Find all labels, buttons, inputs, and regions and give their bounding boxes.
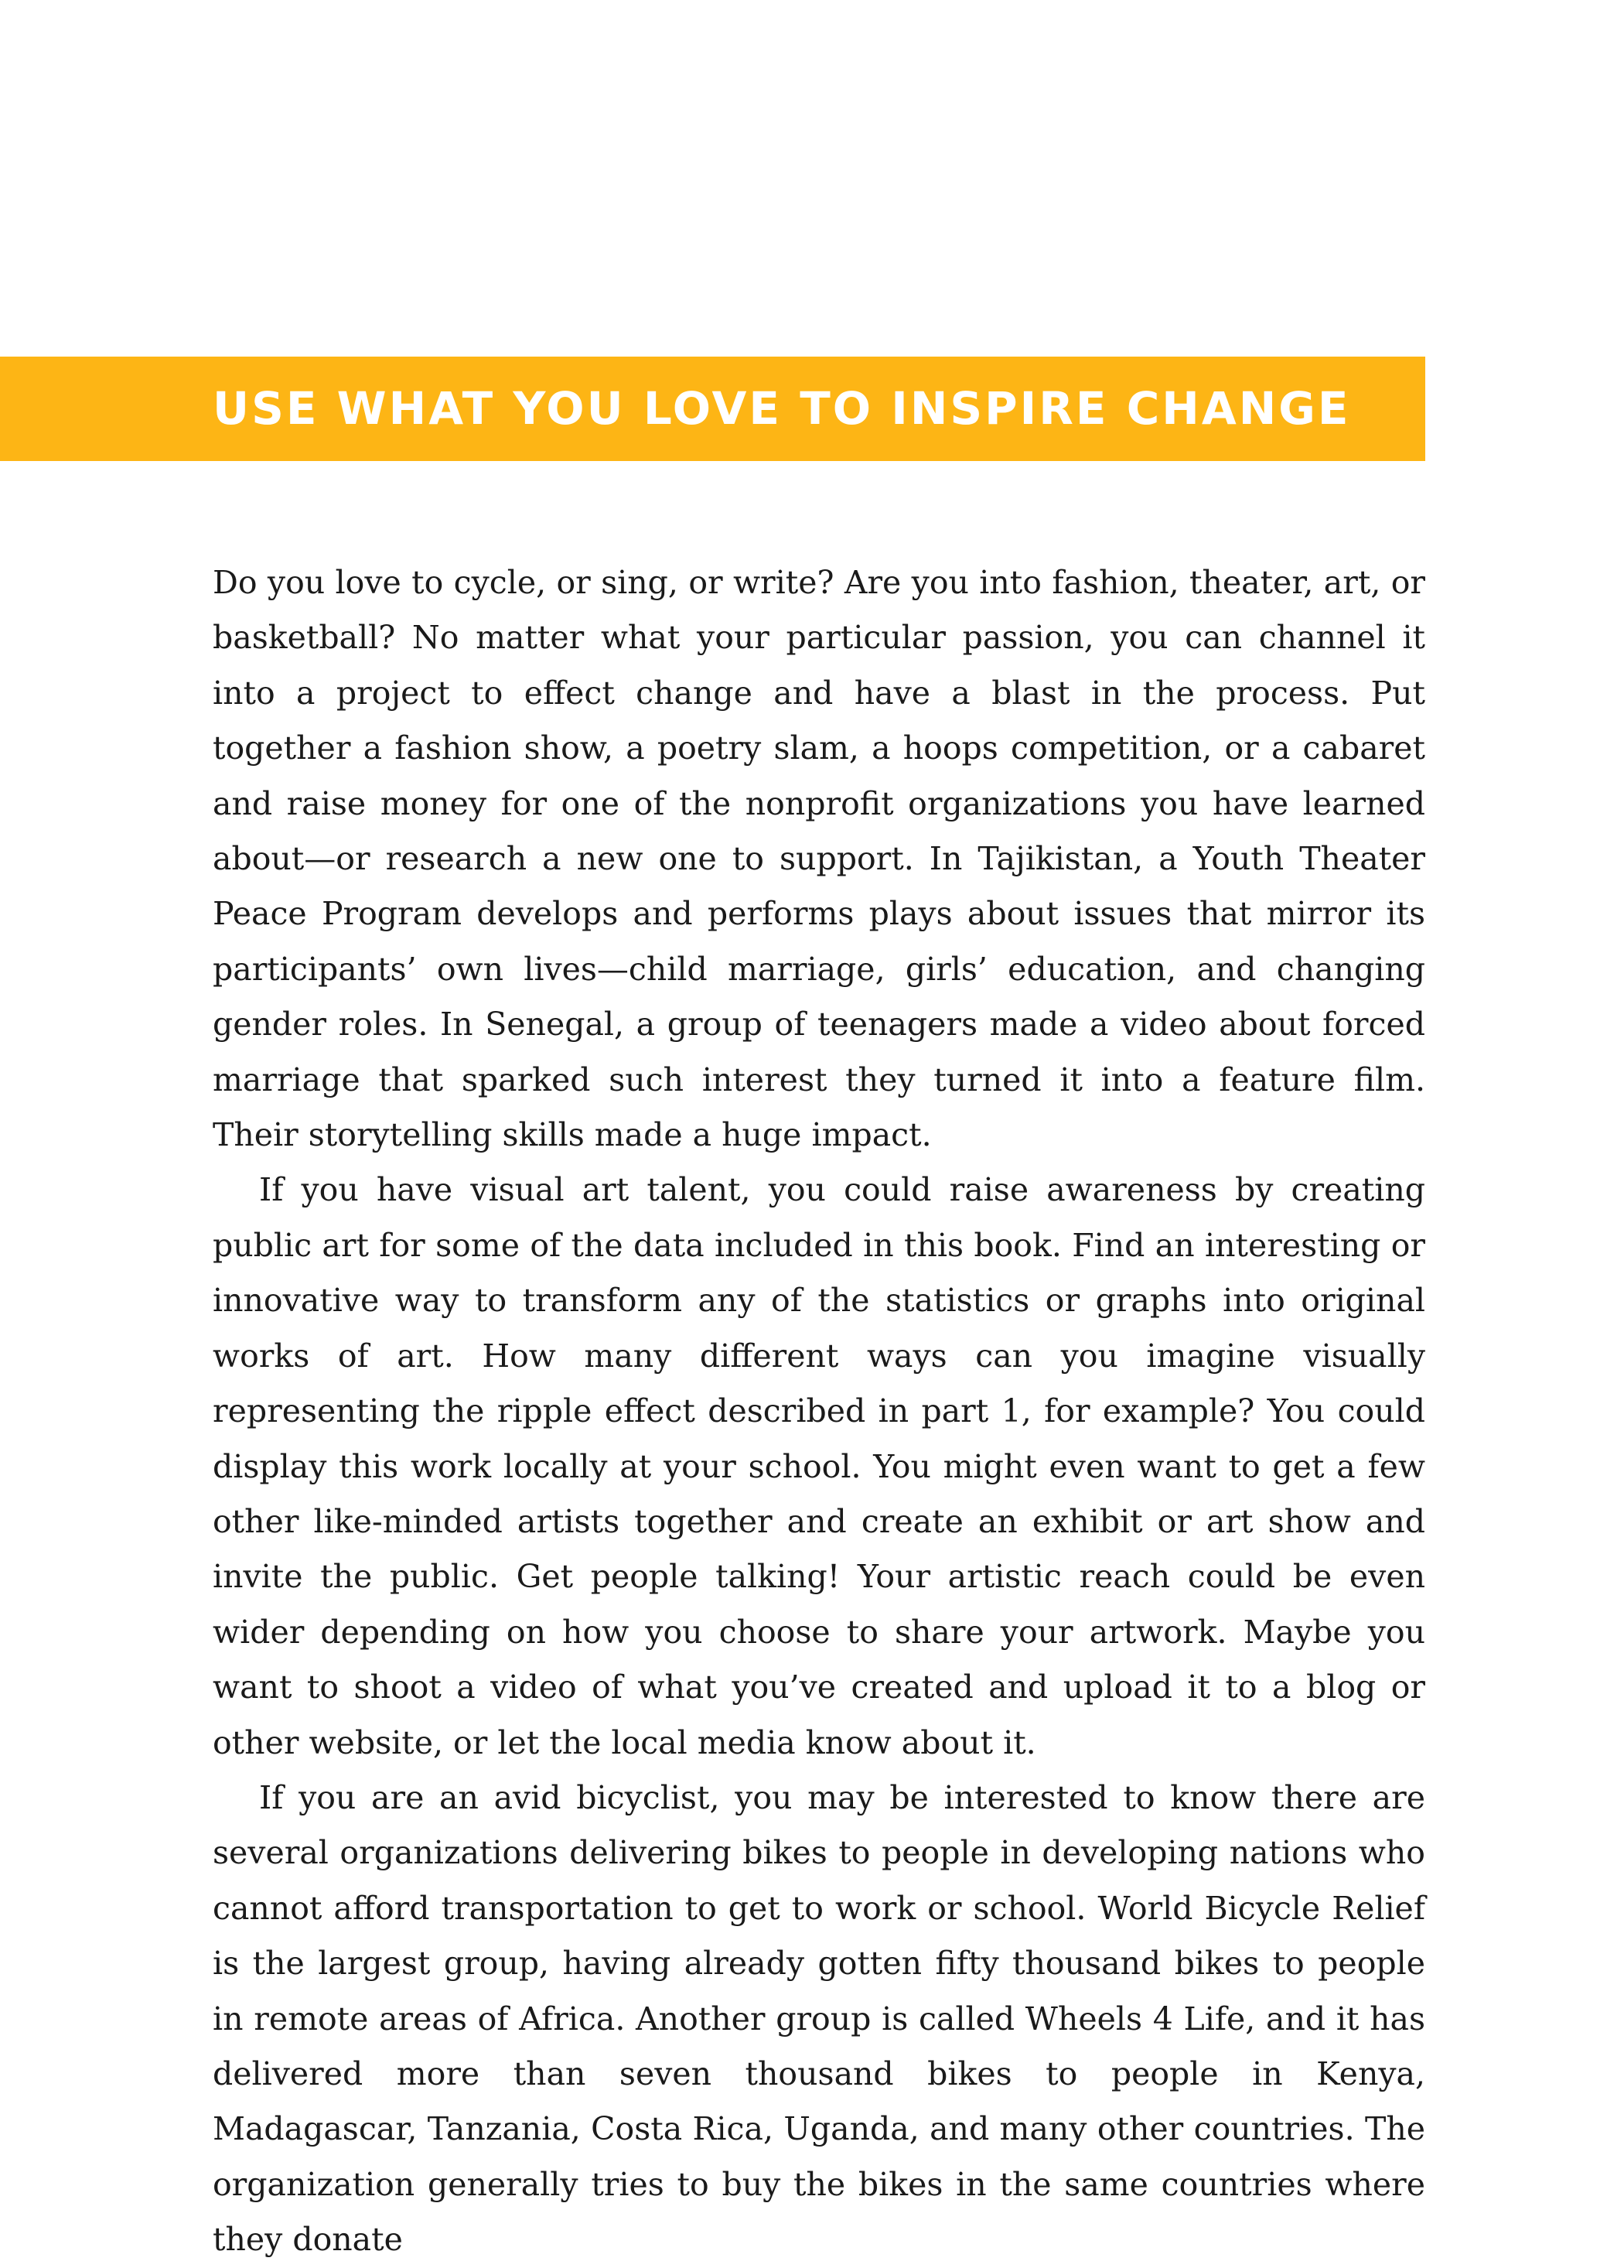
paragraph: If you have visual art talent, you could raise awareness by creating public art for some of the data included in this book. Find an interesting or innovative way to transform any of the statistics or graphs into original works of art. How many different ways can you imagine visually representing the ripple effect described in part 1, for example? You could display this work locally at your school. You might even want to get a few other like-minded artists together and create an exhibit or art show and invite the public. Get people talking! Your artistic reach could be even wider depending on how you choose to share your artwork. Maybe you want to shoot a video of what you’ve created and upload it to a blog or other website, or let the local media know about it. bbox=[213, 1171, 1425, 1761]
paragraph: Do you love to cycle, or sing, or write? Are you into fashion, theater, art, or basketball? No matter what your particular passion, you can channel it into a project to effect change and have a blast in the process. Put together a fashion show, a poetry slam, a hoops competition, or a cabaret and raise money for one of the nonprofit organizations you have learned about—or research a new one to support. In Tajikistan, a Youth Theater Peace Program develops and performs plays about issues that mirror its participants’ own lives—child marriage, girls’ education, and changing gender roles. In Senegal, a group of teenagers made a video about forced marriage that sparked such interest they turned it into a feature film. Their storytelling skills made a huge impact. bbox=[213, 564, 1425, 1154]
section-title: USE WHAT YOU LOVE TO INSPIRE CHANGE bbox=[213, 382, 1351, 435]
body-text bbox=[213, 555, 1425, 2268]
paragraph: If you are an avid bicyclist, you may be interested to know there are several organizations delivering bikes to people in developing nations who cannot afford transportation to get to work or school. World Bicycle Relief is the largest group, having already gotten fifty thousand bikes to people in remote areas of Africa. Another group is called Wheels 4 Life, and it has delivered more than seven thousand bikes to people in Kenya, Madagascar, Tanzania, Costa Rica, Uganda, and many other countries. The organization generally tries to buy the bikes in the same countries where they donate bbox=[213, 1778, 1425, 2259]
section-banner bbox=[0, 357, 1425, 461]
